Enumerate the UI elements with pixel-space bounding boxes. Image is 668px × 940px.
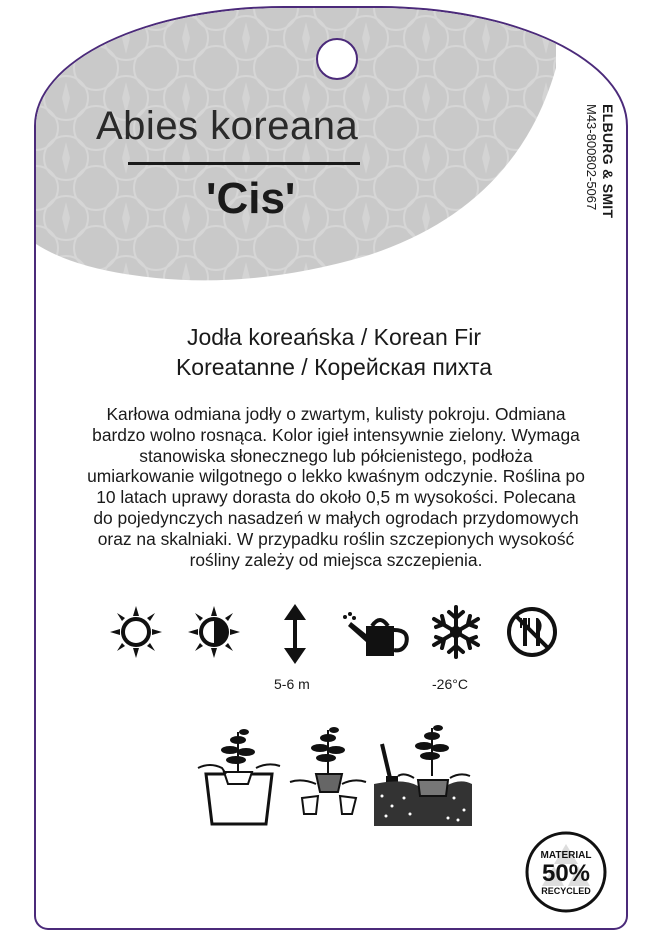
title-divider — [128, 162, 360, 165]
height-arrow-icon — [282, 604, 308, 664]
hang-hole — [316, 38, 358, 80]
half-shade-icon — [186, 604, 242, 660]
cultivar-name: 'Cis' — [206, 174, 296, 223]
watering-can-icon — [342, 612, 412, 658]
brand-name: ELBURG & SMIT — [600, 104, 616, 219]
hardiness-label: -26°C — [432, 676, 468, 692]
planting-step-1-icon — [196, 722, 282, 826]
height-label: 5-6 m — [274, 676, 310, 692]
recycled-material-badge — [524, 830, 608, 914]
snowflake-icon — [428, 604, 484, 660]
common-names-line-2: Koreatanne / Корейская пихта — [175, 354, 493, 380]
planting-step-2-icon — [288, 722, 368, 826]
product-code: M43-800802-5067 — [584, 104, 599, 211]
latin-name: Abies koreana — [96, 104, 359, 148]
common-names-line-1: Jodła koreańska / Korean Fir — [186, 324, 482, 350]
badge-line-1: MATERIAL — [540, 850, 592, 861]
badge-line-3: RECYCLED — [541, 886, 591, 896]
badge-line-2: 50% — [541, 860, 591, 887]
plant-description: Karłowa odmiana jodły o zwartym, kulisty pokroju. Odmiana bardzo wolno rosnąca. Kolor igieł intensywnie zielony. Wymaga stanowiska słonecznego lub półcienistego, podłoża umiarkowanie wilgotnego o lekko kwaśnym odczynie. Roślina po 10 latach uprawy dorasta do około 0,5 m wysokości. Polecana do pojedynczych nasadzeń w małych ogrodach przydomowych oraz na skalniaki. W przypadku roślin szczepionych wysokość rośliny zależy od miejsca szczepienia. — [87, 404, 585, 570]
sun-icon — [108, 604, 164, 660]
planting-step-3-icon — [374, 720, 472, 826]
not-edible-icon — [506, 606, 558, 658]
brand-block — [584, 104, 616, 234]
